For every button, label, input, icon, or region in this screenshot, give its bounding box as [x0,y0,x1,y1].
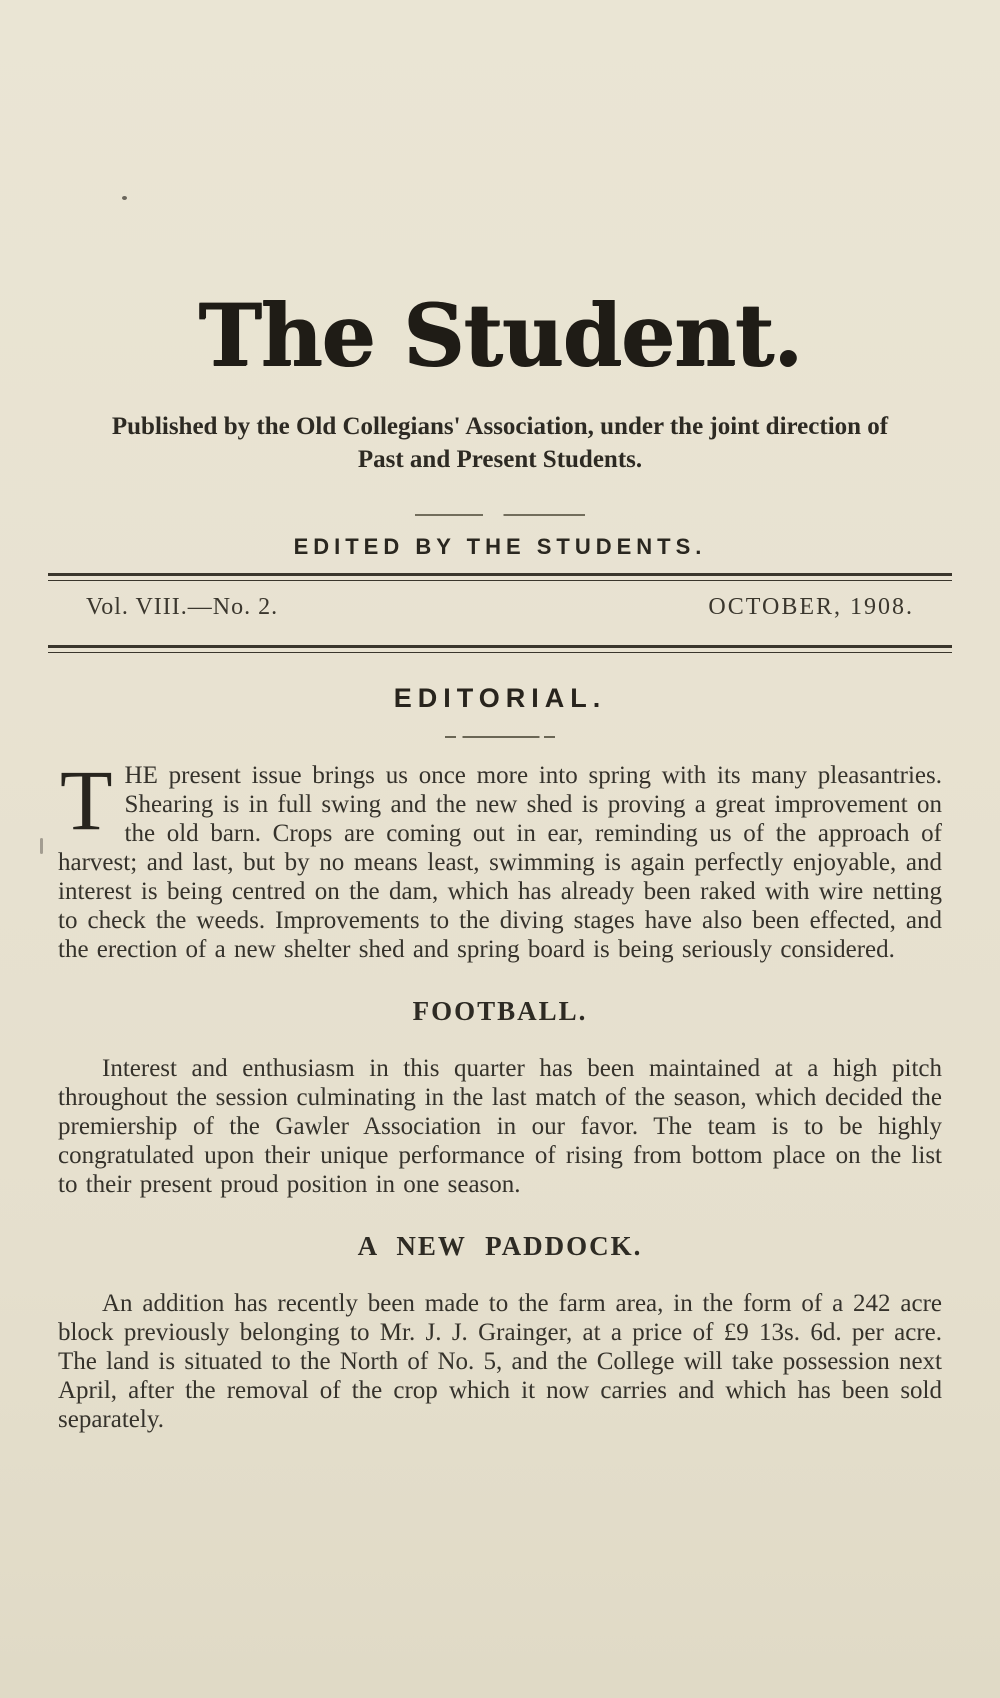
scan-speck [40,838,43,854]
double-rule-top [48,573,952,581]
paddock-paragraph: An addition has recently been made to the farm area, in the form of a 242 acre block previously belonging to Mr. J. J. Grainger, at a price of £9 13s. 6d. per acre. The land is situated to the North of No. 5, and the College will take possession next April, after the removal of the crop which it now carries and which has been sold separately. [58,1290,942,1434]
publication-title: The Student. [198,286,802,386]
paddock-heading: A NEW PADDOCK. [357,1231,643,1262]
edited-by-line: EDITED BY THE STUDENTS. [293,534,707,559]
issue-info-row [48,581,952,632]
editorial-text: HE present issue brings us once more into spring with its many pleasantries. Shearing is in full swing and the new shed is proving a great improvement on the old barn. Crops are coming out in ear, reminding us of the approach of harvest; and last, but by no means least, swimming is again perfectly enjoyable, and interest is being centred on the dam, which has already been raked with wire netting to check the weeds. Improvements to the diving stages have also been effected, and the erection of a new shelter shed and spring board is being seriously considered. [58,762,942,964]
drop-cap: T [60,752,113,849]
imprint-line: Published by the Old Collegians' Association, under the joint direction of Past and Present Students. [111,413,889,473]
football-paragraph: Interest and enthusiasm in this quarter has been maintained at a high pitch throughout the session culminating in the last match of the season, which decided the premiership of the Gawler Association in our favor. The team is to be highly congratulated upon their unique performance of rising from bottom place on the list to their present proud position in one season. [58,1055,942,1199]
volume-number: Vol. VIII.—No. 2. [86,594,279,620]
issue-date: OCTOBER, 1908. [708,594,914,620]
editorial-heading: EDITORIAL. [393,683,607,713]
editorial-heading-rule [445,736,555,738]
double-rule-bottom [48,645,952,653]
editorial-paragraph [58,752,942,964]
decorative-dash-rule [415,514,585,516]
football-heading: FOOTBALL. [412,996,588,1027]
scan-speck [122,196,127,200]
